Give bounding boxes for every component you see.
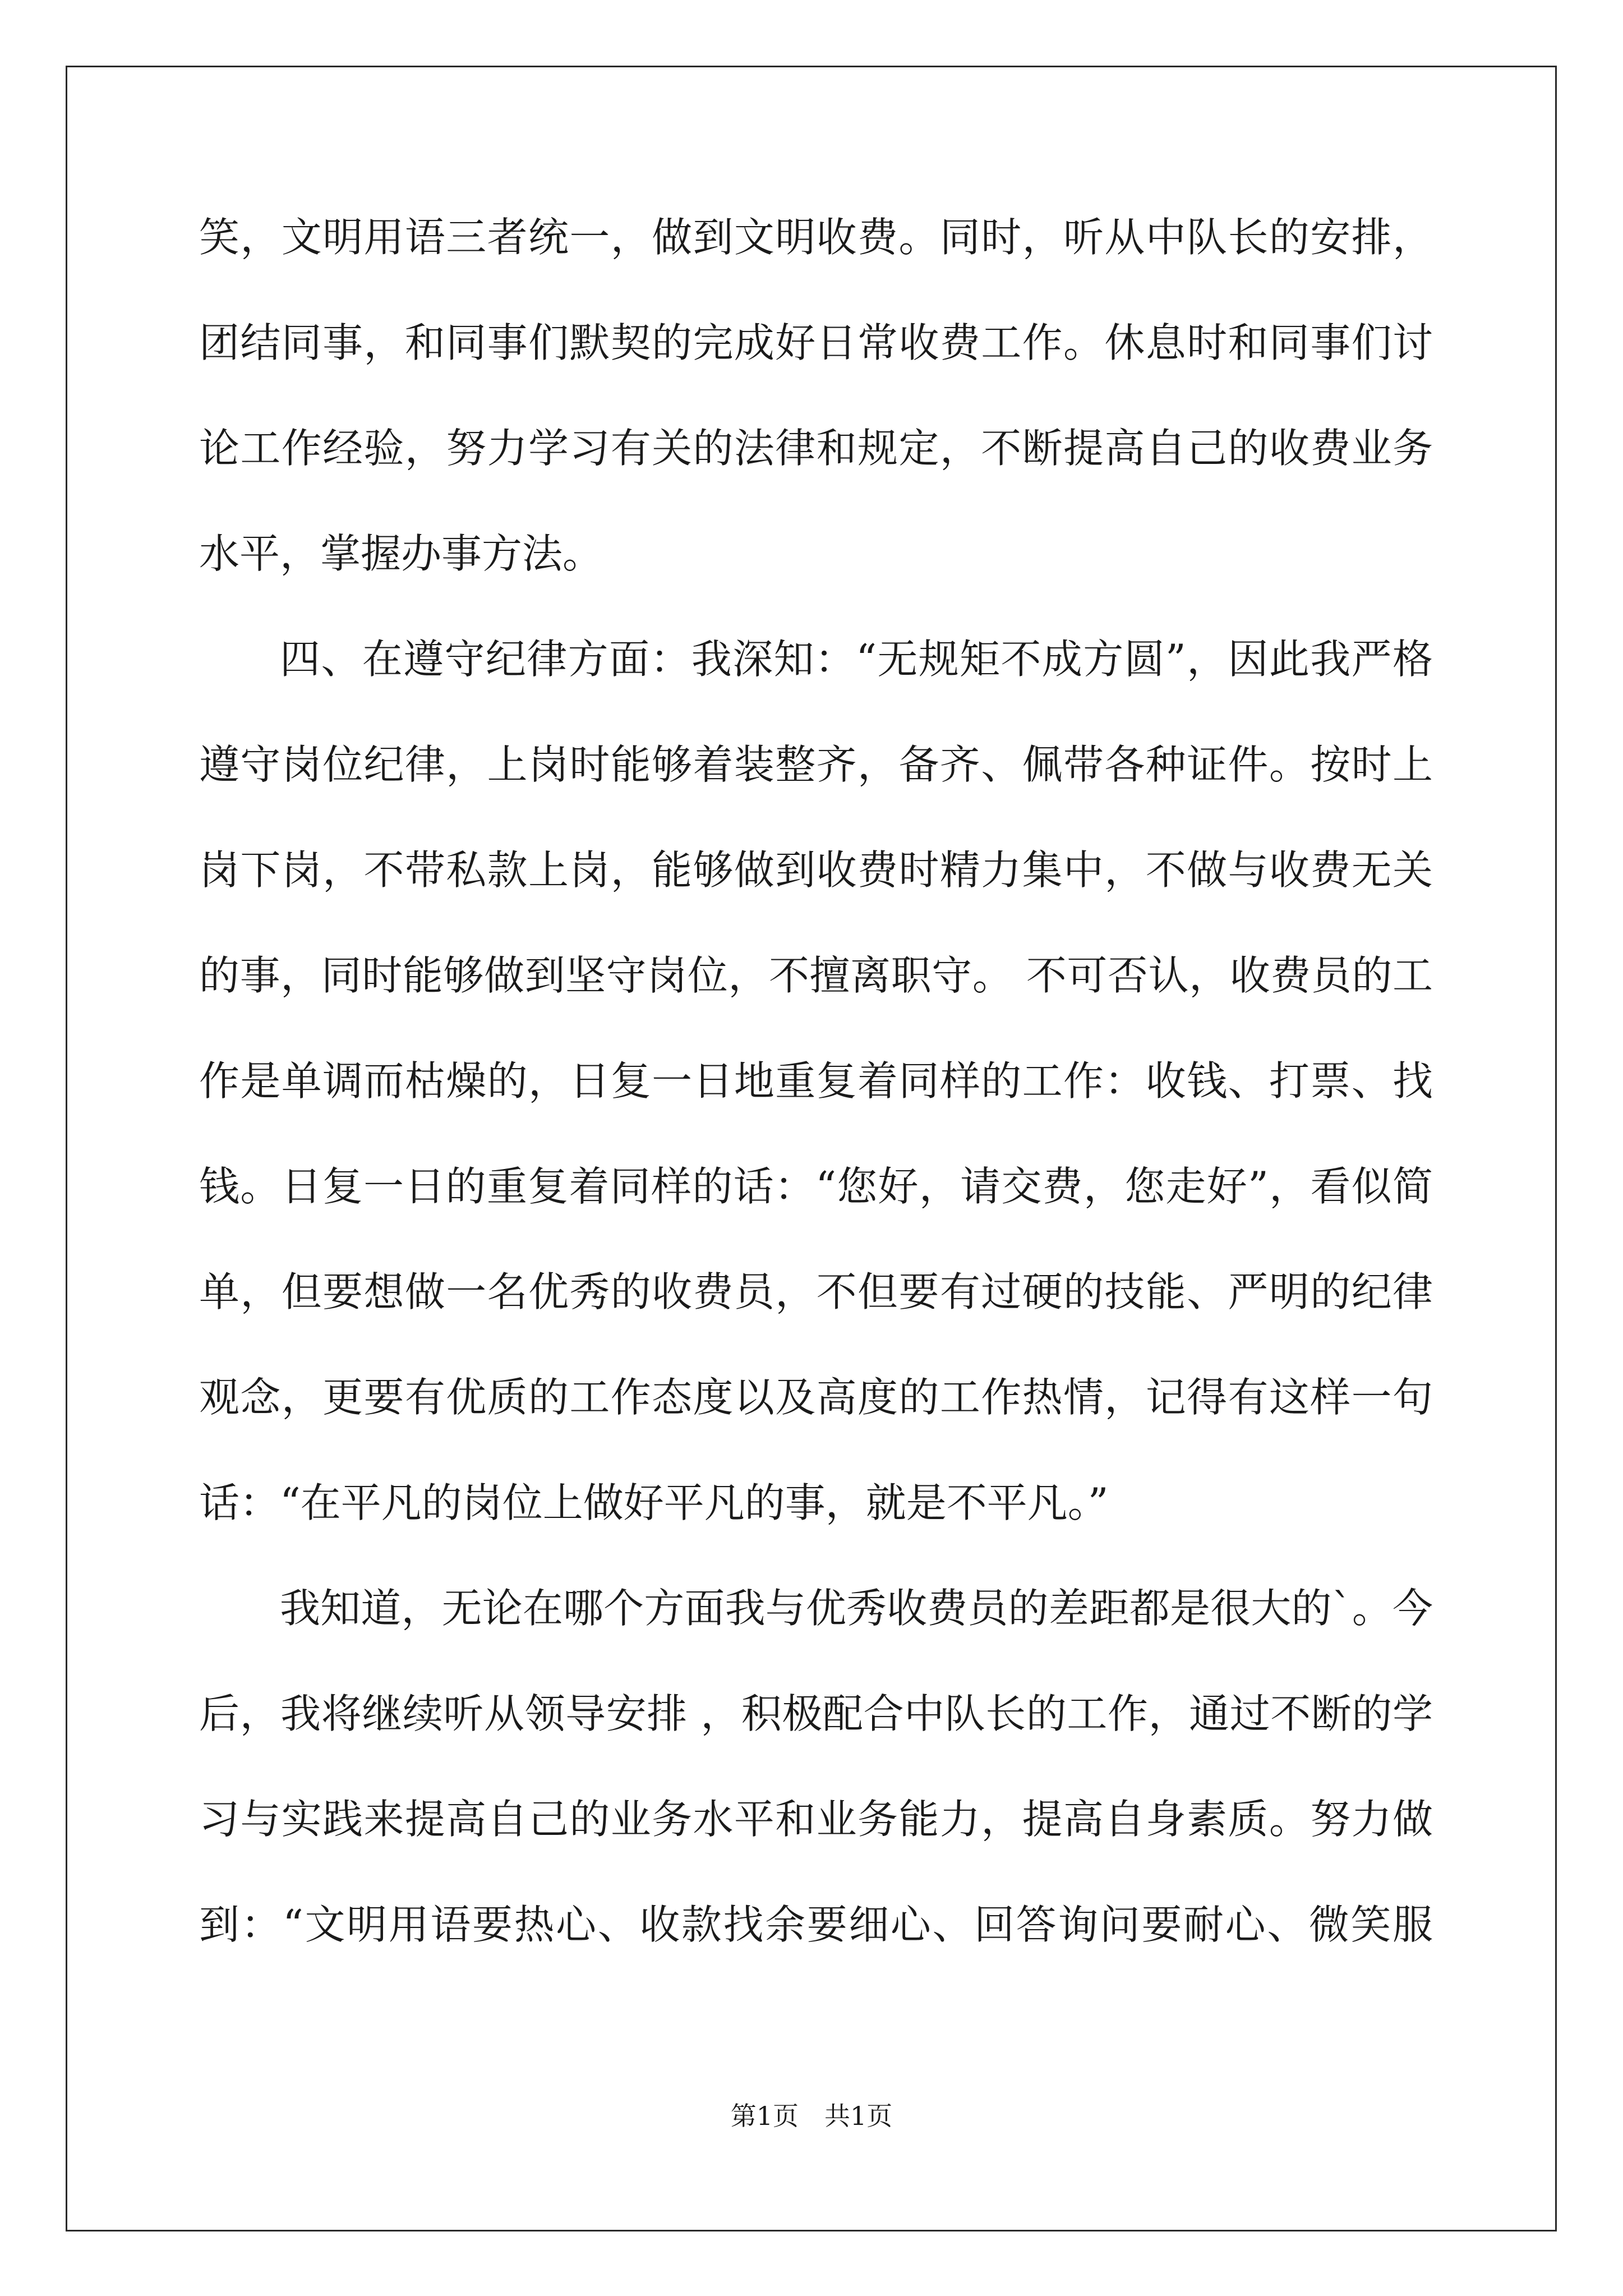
text-line: 笑，文明用语三者统一，做到文明收费。同时，听从中队长的安排， [199, 214, 1433, 261]
text-line: 的事，同时能够做到坚守岗位，不擅离职守。 不可否认，收费员的工 [199, 952, 1433, 999]
text-line: 钱。日复一日的重复着同样的话：“您好，请交费，您走好”，看似简 [199, 1163, 1433, 1210]
text-line: 四、在遵守纪律方面：我深知：“无规矩不成方圆”，因此我严格 [280, 636, 1433, 683]
text-line: 习与实践来提高自己的业务水平和业务能力，提高自身素质。努力做 [199, 1796, 1433, 1843]
document-body [199, 206, 1433, 1999]
text-line: 话：“在平凡的岗位上做好平凡的事，就是不平凡。” [199, 1479, 1109, 1526]
text-line: 观念，更要有优质的工作态度以及高度的工作热情，记得有这样一句 [199, 1374, 1433, 1421]
text-line: 水平，掌握办事方法。 [199, 530, 603, 577]
text-line: 后，我将继续听从领导安排 ，积极配合中队长的工作，通过不断的学 [199, 1690, 1433, 1737]
text-line: 论工作经验，努力学习有关的法律和规定，不断提高自己的收费业务 [199, 425, 1433, 472]
text-line: 作是单调而枯燥的，日复一日地重复着同样的工作：收钱、打票、找 [199, 1057, 1433, 1105]
text-line: 到：“文明用语要热心、收款找余要细心、回答询问要耐心、微笑服 [199, 1901, 1433, 1948]
page-number-footer: 第1页 共1页 [730, 2101, 893, 2131]
text-line: 团结同事，和同事们默契的完成好日常收费工作。休息时和同事们讨 [199, 319, 1433, 366]
text-line: 遵守岗位纪律，上岗时能够着装整齐，备齐、佩带各种证件。按时上 [199, 741, 1433, 788]
text-line: 我知道，无论在哪个方面我与优秀收费员的差距都是很大的`。今 [280, 1585, 1433, 1632]
text-line: 单，但要想做一名优秀的收费员，不但要有过硬的技能、严明的纪律 [199, 1268, 1433, 1315]
text-line: 岗下岗，不带私款上岗，能够做到收费时精力集中，不做与收费无关 [199, 846, 1433, 894]
